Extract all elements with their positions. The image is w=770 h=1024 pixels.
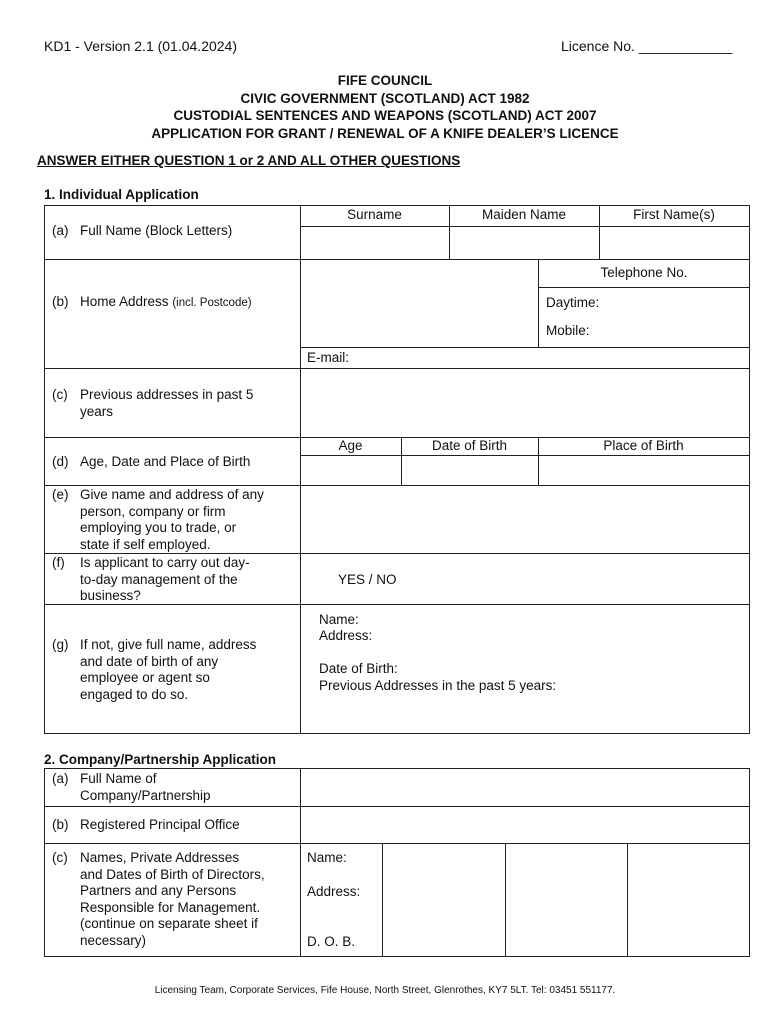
s2-left-border (44, 768, 45, 957)
s1e-line-3: employing you to trade, or (80, 520, 237, 535)
s1c-key: (c) (52, 387, 68, 402)
s1e-line-1: Give name and address of any (80, 487, 264, 502)
telephone-header: Telephone No. (600, 265, 688, 280)
previous-addresses-field[interactable] (301, 369, 749, 437)
employer-field[interactable] (301, 486, 749, 553)
director-name-label: Name: (307, 850, 347, 865)
s2a-line-1: Full Name of (80, 771, 157, 786)
col-maiden-name: Maiden Name (481, 207, 567, 222)
title-act-1982: CIVIC GOVERNMENT (SCOTLAND) ACT 1982 (240, 90, 530, 106)
s1f-line-1: Is applicant to carry out day- (80, 555, 250, 570)
s2a-key: (a) (52, 771, 69, 786)
s1g-line-4: engaged to do so. (80, 686, 189, 702)
email-label: E-mail: (307, 350, 350, 365)
section1-title: 1. Individual Application (44, 187, 199, 202)
mobile-phone-field[interactable] (598, 316, 749, 346)
col-first-names: First Name(s) (633, 207, 715, 222)
director-1-field[interactable] (383, 844, 505, 956)
director-address-label: Address: (307, 884, 361, 899)
form-version: KD1 - Version 2.1 (01.04.2024) (44, 38, 238, 54)
col-age: Age (338, 438, 363, 453)
s1-row-divider (44, 604, 750, 605)
col-place-of-birth: Place of Birth (603, 438, 684, 453)
agent-name-label: Name: (319, 612, 359, 627)
surname-field[interactable] (301, 227, 449, 259)
s1-bottom-border (44, 733, 750, 734)
s1g-line-2: and date of birth of any (80, 653, 219, 669)
director-2-field[interactable] (506, 844, 627, 956)
agent-address-label: Address: (319, 628, 373, 643)
s1f-line-3: business? (80, 588, 141, 603)
instruction: ANSWER EITHER QUESTION 1 or 2 AND ALL OTHER QUESTIONS (37, 153, 461, 168)
s1e-line-2: person, company or firm (80, 503, 226, 519)
email-field[interactable] (360, 348, 749, 368)
s1g-key: (g) (52, 637, 69, 652)
s2c-line-6: necessary) (80, 932, 147, 948)
form-titles (0, 72, 770, 142)
title-council: FIFE COUNCIL (337, 73, 433, 88)
s1-left-border (44, 205, 45, 733)
date-of-birth-field[interactable] (402, 456, 538, 485)
col-date-of-birth: Date of Birth (431, 438, 508, 453)
s1g-line-1: If not, give full name, address (80, 637, 257, 652)
s2c-line-3: Partners and any Persons (80, 883, 237, 898)
home-address-field[interactable] (301, 260, 538, 347)
s1a-text: Full Name (Block Letters) (80, 223, 233, 238)
first-names-field[interactable] (600, 227, 749, 259)
director-3-field[interactable] (628, 844, 749, 956)
s1c-text-1: Previous addresses in past 5 (80, 387, 254, 402)
place-of-birth-field[interactable] (539, 456, 749, 485)
s2a-line-2: Company/Partnership (80, 787, 211, 803)
licence-number: Licence No. ____________ (561, 38, 733, 54)
s1b-key: (b) (52, 294, 69, 309)
s1f-key: (f) (52, 555, 65, 570)
s1g-line-3: employee or agent so (80, 670, 210, 685)
col-surname: Surname (347, 207, 402, 222)
age-field[interactable] (301, 456, 401, 485)
s2b-text: Registered Principal Office (80, 817, 240, 832)
s2c-key: (c) (52, 850, 68, 865)
s1b-text-small: (incl. Postcode) (172, 297, 252, 309)
s2-bottom-border (44, 956, 750, 957)
daytime-label: Daytime: (546, 295, 600, 310)
title-application: APPLICATION FOR GRANT / RENEWAL OF A KNIFE DEALER’S LICENCE (151, 125, 619, 141)
footer-contact: Licensing Team, Corporate Services, Fife House, North Street, Glenrothes, KY7 5LT. Tel: 03451 551177. (154, 985, 616, 996)
agent-details-field[interactable] (301, 696, 749, 733)
section2-title: 2. Company/Partnership Application (44, 752, 277, 767)
s1b-text: Home Address (80, 294, 169, 309)
s1e-line-4: state if self employed. (80, 536, 211, 552)
s1e-key: (e) (52, 487, 69, 502)
s2b-key: (b) (52, 817, 69, 832)
yes-no-option[interactable]: YES / NO (338, 572, 397, 587)
s1d-text: Age, Date and Place of Birth (80, 454, 251, 469)
s1-top-border (44, 205, 750, 206)
daytime-phone-field[interactable] (606, 288, 749, 316)
s1c-text-2: years (80, 403, 114, 419)
s1d-key: (d) (52, 454, 69, 469)
agent-dob-label: Date of Birth: (319, 661, 398, 676)
registered-office-field[interactable] (301, 807, 749, 843)
company-name-field[interactable] (301, 769, 749, 806)
s2c-line-4: Responsible for Management. (80, 899, 261, 915)
title-act-2007: CUSTODIAL SENTENCES AND WEAPONS (SCOTLAND) ACT 2007 (173, 108, 597, 123)
s2c-line-5: (continue on separate sheet if (80, 916, 258, 931)
s1-row-divider (44, 553, 750, 554)
s1a-key: (a) (52, 223, 69, 238)
mobile-label: Mobile: (546, 323, 590, 338)
s2c-line-2: and Dates of Birth of Directors, (80, 866, 265, 882)
s2c-line-1: Names, Private Addresses (80, 850, 240, 865)
s1-right-border (749, 205, 750, 733)
maiden-name-field[interactable] (450, 227, 599, 259)
agent-previous-addresses-label: Previous Addresses in the past 5 years: (319, 678, 557, 693)
s2-right-border (749, 768, 750, 957)
s1f-line-2: to-day management of the (80, 571, 238, 587)
director-dob-label: D. O. B. (307, 934, 356, 949)
